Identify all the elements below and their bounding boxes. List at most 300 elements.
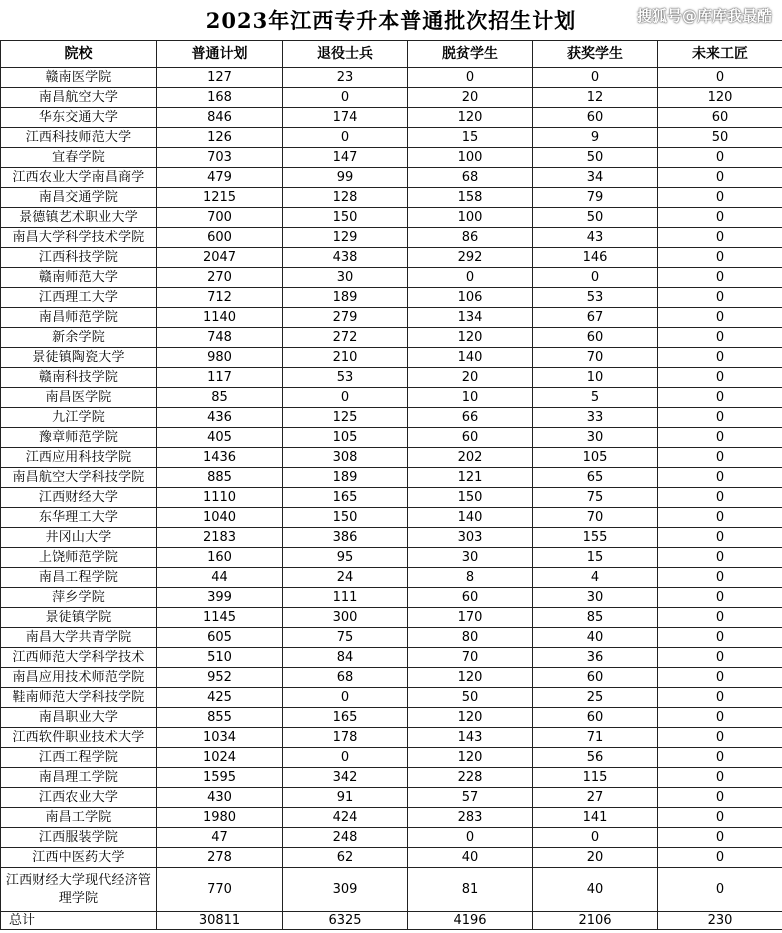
school-name-cell: 江西农业大学南昌商学 <box>1 168 157 188</box>
veterans-cell: 62 <box>283 848 408 868</box>
regular-plan-cell: 1215 <box>157 188 283 208</box>
award-students-cell: 71 <box>533 728 658 748</box>
table-row <box>1 128 782 148</box>
regular-plan-cell: 712 <box>157 288 283 308</box>
table-row <box>1 328 782 348</box>
poverty-students-cell: 60 <box>408 588 533 608</box>
total-veterans: 6325 <box>283 912 408 930</box>
regular-plan-cell: 270 <box>157 268 283 288</box>
poverty-students-cell: 8 <box>408 568 533 588</box>
header-regular-plan: 普通计划 <box>157 41 283 68</box>
veterans-cell: 68 <box>283 668 408 688</box>
poverty-students-cell: 303 <box>408 528 533 548</box>
future-craftsmen-cell: 0 <box>658 808 782 828</box>
regular-plan-cell: 399 <box>157 588 283 608</box>
award-students-cell: 146 <box>533 248 658 268</box>
veterans-cell: 23 <box>283 68 408 88</box>
veterans-cell: 210 <box>283 348 408 368</box>
award-students-cell: 67 <box>533 308 658 328</box>
veterans-cell: 128 <box>283 188 408 208</box>
future-craftsmen-cell: 0 <box>658 188 782 208</box>
veterans-cell: 165 <box>283 488 408 508</box>
future-craftsmen-cell: 0 <box>658 328 782 348</box>
table-row <box>1 148 782 168</box>
table-body <box>1 68 782 912</box>
veterans-cell: 150 <box>283 508 408 528</box>
table-row <box>1 508 782 528</box>
award-students-cell: 53 <box>533 288 658 308</box>
future-craftsmen-cell: 50 <box>658 128 782 148</box>
header-award-students: 获奖学生 <box>533 41 658 68</box>
veterans-cell: 147 <box>283 148 408 168</box>
table-row <box>1 688 782 708</box>
award-students-cell: 50 <box>533 148 658 168</box>
future-craftsmen-cell: 0 <box>658 668 782 688</box>
veterans-cell: 0 <box>283 88 408 108</box>
regular-plan-cell: 770 <box>157 868 283 912</box>
header-row <box>1 41 782 68</box>
school-name-cell: 江西师范大学科学技术 <box>1 648 157 668</box>
table-row <box>1 348 782 368</box>
poverty-students-cell: 68 <box>408 168 533 188</box>
future-craftsmen-cell: 0 <box>658 388 782 408</box>
regular-plan-cell: 1980 <box>157 808 283 828</box>
school-name-cell: 南昌交通学院 <box>1 188 157 208</box>
poverty-students-cell: 15 <box>408 128 533 148</box>
school-name-cell: 景徒镇陶瓷大学 <box>1 348 157 368</box>
award-students-cell: 60 <box>533 708 658 728</box>
award-students-cell: 0 <box>533 828 658 848</box>
future-craftsmen-cell: 0 <box>658 248 782 268</box>
poverty-students-cell: 50 <box>408 688 533 708</box>
total-poverty-students: 4196 <box>408 912 533 930</box>
poverty-students-cell: 60 <box>408 428 533 448</box>
veterans-cell: 91 <box>283 788 408 808</box>
award-students-cell: 79 <box>533 188 658 208</box>
poverty-students-cell: 57 <box>408 788 533 808</box>
regular-plan-cell: 1436 <box>157 448 283 468</box>
future-craftsmen-cell: 0 <box>658 648 782 668</box>
school-name-cell: 宜春学院 <box>1 148 157 168</box>
poverty-students-cell: 140 <box>408 348 533 368</box>
school-name-cell: 江西应用科技学院 <box>1 448 157 468</box>
award-students-cell: 20 <box>533 848 658 868</box>
poverty-students-cell: 121 <box>408 468 533 488</box>
veterans-cell: 0 <box>283 128 408 148</box>
poverty-students-cell: 170 <box>408 608 533 628</box>
future-craftsmen-cell: 0 <box>658 788 782 808</box>
total-award-students: 2106 <box>533 912 658 930</box>
poverty-students-cell: 106 <box>408 288 533 308</box>
veterans-cell: 53 <box>283 368 408 388</box>
veterans-cell: 84 <box>283 648 408 668</box>
table-row <box>1 308 782 328</box>
award-students-cell: 30 <box>533 428 658 448</box>
future-craftsmen-cell: 0 <box>658 68 782 88</box>
veterans-cell: 105 <box>283 428 408 448</box>
school-name-cell: 江西服装学院 <box>1 828 157 848</box>
school-name-cell: 南昌航空大学 <box>1 88 157 108</box>
future-craftsmen-cell: 0 <box>658 268 782 288</box>
table-row <box>1 388 782 408</box>
school-name-cell: 南昌应用技术师范学院 <box>1 668 157 688</box>
poverty-students-cell: 20 <box>408 368 533 388</box>
regular-plan-cell: 2047 <box>157 248 283 268</box>
award-students-cell: 65 <box>533 468 658 488</box>
poverty-students-cell: 66 <box>408 408 533 428</box>
table-row <box>1 568 782 588</box>
veterans-cell: 189 <box>283 468 408 488</box>
table-row <box>1 168 782 188</box>
veterans-cell: 424 <box>283 808 408 828</box>
table-row <box>1 728 782 748</box>
veterans-cell: 189 <box>283 288 408 308</box>
header-poverty-students: 脱贫学生 <box>408 41 533 68</box>
school-name-cell: 江西理工大学 <box>1 288 157 308</box>
regular-plan-cell: 430 <box>157 788 283 808</box>
regular-plan-cell: 510 <box>157 648 283 668</box>
poverty-students-cell: 120 <box>408 328 533 348</box>
table-row <box>1 248 782 268</box>
veterans-cell: 300 <box>283 608 408 628</box>
school-name-cell: 景徒镇学院 <box>1 608 157 628</box>
regular-plan-cell: 748 <box>157 328 283 348</box>
regular-plan-cell: 1145 <box>157 608 283 628</box>
regular-plan-cell: 117 <box>157 368 283 388</box>
award-students-cell: 115 <box>533 768 658 788</box>
award-students-cell: 30 <box>533 588 658 608</box>
future-craftsmen-cell: 0 <box>658 828 782 848</box>
poverty-students-cell: 158 <box>408 188 533 208</box>
poverty-students-cell: 80 <box>408 628 533 648</box>
future-craftsmen-cell: 0 <box>658 568 782 588</box>
poverty-students-cell: 140 <box>408 508 533 528</box>
award-students-cell: 36 <box>533 648 658 668</box>
future-craftsmen-cell: 0 <box>658 348 782 368</box>
regular-plan-cell: 1040 <box>157 508 283 528</box>
future-craftsmen-cell: 0 <box>658 768 782 788</box>
veterans-cell: 0 <box>283 748 408 768</box>
header-veterans: 退役士兵 <box>283 41 408 68</box>
regular-plan-cell: 127 <box>157 68 283 88</box>
poverty-students-cell: 143 <box>408 728 533 748</box>
award-students-cell: 155 <box>533 528 658 548</box>
table-row <box>1 648 782 668</box>
table-row <box>1 788 782 808</box>
school-name-cell: 江西科技学院 <box>1 248 157 268</box>
regular-plan-cell: 952 <box>157 668 283 688</box>
school-name-cell: 南昌师范学院 <box>1 308 157 328</box>
future-craftsmen-cell: 120 <box>658 88 782 108</box>
award-students-cell: 105 <box>533 448 658 468</box>
school-name-cell: 赣南科技学院 <box>1 368 157 388</box>
regular-plan-cell: 700 <box>157 208 283 228</box>
table-row <box>1 808 782 828</box>
table-row <box>1 428 782 448</box>
award-students-cell: 0 <box>533 68 658 88</box>
regular-plan-cell: 605 <box>157 628 283 648</box>
school-name-cell: 江西财经大学现代经济管理学院 <box>1 868 157 912</box>
regular-plan-cell: 278 <box>157 848 283 868</box>
award-students-cell: 60 <box>533 108 658 128</box>
school-name-cell: 东华理工大学 <box>1 508 157 528</box>
future-craftsmen-cell: 0 <box>658 288 782 308</box>
award-students-cell: 25 <box>533 688 658 708</box>
school-name-cell: 九江学院 <box>1 408 157 428</box>
poverty-students-cell: 20 <box>408 88 533 108</box>
table-row <box>1 868 782 912</box>
table-row <box>1 668 782 688</box>
award-students-cell: 0 <box>533 268 658 288</box>
future-craftsmen-cell: 0 <box>658 548 782 568</box>
school-name-cell: 鞋南师范大学科技学院 <box>1 688 157 708</box>
future-craftsmen-cell: 0 <box>658 488 782 508</box>
total-regular-plan: 30811 <box>157 912 283 930</box>
future-craftsmen-cell: 0 <box>658 708 782 728</box>
watermark: 搜狐号@库库我最酷 <box>636 7 772 25</box>
table-row <box>1 708 782 728</box>
regular-plan-cell: 479 <box>157 168 283 188</box>
total-label: 总计 <box>1 912 157 930</box>
school-name-cell: 南昌大学科学技术学院 <box>1 228 157 248</box>
poverty-students-cell: 86 <box>408 228 533 248</box>
poverty-students-cell: 120 <box>408 108 533 128</box>
award-students-cell: 60 <box>533 328 658 348</box>
school-name-cell: 江西财经大学 <box>1 488 157 508</box>
poverty-students-cell: 0 <box>408 268 533 288</box>
table-row <box>1 268 782 288</box>
regular-plan-cell: 1110 <box>157 488 283 508</box>
school-name-cell: 江西科技师范大学 <box>1 128 157 148</box>
veterans-cell: 386 <box>283 528 408 548</box>
poverty-students-cell: 228 <box>408 768 533 788</box>
total-future-craftsmen: 230 <box>658 912 782 930</box>
school-name-cell: 新余学院 <box>1 328 157 348</box>
future-craftsmen-cell: 0 <box>658 868 782 912</box>
award-students-cell: 27 <box>533 788 658 808</box>
future-craftsmen-cell: 0 <box>658 368 782 388</box>
poverty-students-cell: 120 <box>408 708 533 728</box>
future-craftsmen-cell: 0 <box>658 468 782 488</box>
header-future-craftsmen: 未来工匠 <box>658 41 782 68</box>
table-row <box>1 468 782 488</box>
award-students-cell: 43 <box>533 228 658 248</box>
poverty-students-cell: 0 <box>408 828 533 848</box>
table-row <box>1 68 782 88</box>
school-name-cell: 景德镇艺术职业大学 <box>1 208 157 228</box>
veterans-cell: 24 <box>283 568 408 588</box>
veterans-cell: 111 <box>283 588 408 608</box>
future-craftsmen-cell: 0 <box>658 588 782 608</box>
poverty-students-cell: 0 <box>408 68 533 88</box>
future-craftsmen-cell: 0 <box>658 428 782 448</box>
poverty-students-cell: 70 <box>408 648 533 668</box>
veterans-cell: 125 <box>283 408 408 428</box>
regular-plan-cell: 126 <box>157 128 283 148</box>
regular-plan-cell: 600 <box>157 228 283 248</box>
veterans-cell: 174 <box>283 108 408 128</box>
regular-plan-cell: 160 <box>157 548 283 568</box>
regular-plan-cell: 1034 <box>157 728 283 748</box>
school-name-cell: 上饶师范学院 <box>1 548 157 568</box>
veterans-cell: 150 <box>283 208 408 228</box>
veterans-cell: 129 <box>283 228 408 248</box>
school-name-cell: 江西软件职业技术大学 <box>1 728 157 748</box>
regular-plan-cell: 2183 <box>157 528 283 548</box>
school-name-cell: 江西农业大学 <box>1 788 157 808</box>
veterans-cell: 165 <box>283 708 408 728</box>
table-row <box>1 108 782 128</box>
future-craftsmen-cell: 0 <box>658 728 782 748</box>
future-craftsmen-cell: 0 <box>658 208 782 228</box>
veterans-cell: 75 <box>283 628 408 648</box>
regular-plan-cell: 885 <box>157 468 283 488</box>
school-name-cell: 江西工程学院 <box>1 748 157 768</box>
poverty-students-cell: 134 <box>408 308 533 328</box>
future-craftsmen-cell: 0 <box>658 688 782 708</box>
table-row <box>1 528 782 548</box>
school-name-cell: 赣南师范大学 <box>1 268 157 288</box>
regular-plan-cell: 425 <box>157 688 283 708</box>
future-craftsmen-cell: 0 <box>658 628 782 648</box>
award-students-cell: 34 <box>533 168 658 188</box>
award-students-cell: 60 <box>533 668 658 688</box>
award-students-cell: 33 <box>533 408 658 428</box>
award-students-cell: 12 <box>533 88 658 108</box>
poverty-students-cell: 81 <box>408 868 533 912</box>
veterans-cell: 308 <box>283 448 408 468</box>
future-craftsmen-cell: 0 <box>658 748 782 768</box>
school-name-cell: 江西中医药大学 <box>1 848 157 868</box>
award-students-cell: 5 <box>533 388 658 408</box>
regular-plan-cell: 168 <box>157 88 283 108</box>
award-students-cell: 70 <box>533 508 658 528</box>
regular-plan-cell: 436 <box>157 408 283 428</box>
school-name-cell: 南昌理工学院 <box>1 768 157 788</box>
regular-plan-cell: 855 <box>157 708 283 728</box>
table-row <box>1 288 782 308</box>
header-school: 院校 <box>1 41 157 68</box>
poverty-students-cell: 120 <box>408 668 533 688</box>
table-row <box>1 608 782 628</box>
award-students-cell: 56 <box>533 748 658 768</box>
award-students-cell: 50 <box>533 208 658 228</box>
award-students-cell: 85 <box>533 608 658 628</box>
future-craftsmen-cell: 0 <box>658 528 782 548</box>
future-craftsmen-cell: 0 <box>658 168 782 188</box>
poverty-students-cell: 292 <box>408 248 533 268</box>
award-students-cell: 40 <box>533 868 658 912</box>
award-students-cell: 70 <box>533 348 658 368</box>
award-students-cell: 15 <box>533 548 658 568</box>
regular-plan-cell: 980 <box>157 348 283 368</box>
poverty-students-cell: 40 <box>408 848 533 868</box>
table-row <box>1 408 782 428</box>
award-students-cell: 75 <box>533 488 658 508</box>
poverty-students-cell: 100 <box>408 208 533 228</box>
award-students-cell: 10 <box>533 368 658 388</box>
school-name-cell: 豫章师范学院 <box>1 428 157 448</box>
veterans-cell: 178 <box>283 728 408 748</box>
school-name-cell: 萍乡学院 <box>1 588 157 608</box>
regular-plan-cell: 1024 <box>157 748 283 768</box>
award-students-cell: 141 <box>533 808 658 828</box>
enrollment-table <box>0 40 782 930</box>
award-students-cell: 9 <box>533 128 658 148</box>
table-row <box>1 488 782 508</box>
table-row <box>1 848 782 868</box>
school-name-cell: 南昌职业大学 <box>1 708 157 728</box>
future-craftsmen-cell: 0 <box>658 448 782 468</box>
regular-plan-cell: 85 <box>157 388 283 408</box>
school-name-cell: 南昌航空大学科技学院 <box>1 468 157 488</box>
table-row <box>1 588 782 608</box>
table-row <box>1 828 782 848</box>
regular-plan-cell: 44 <box>157 568 283 588</box>
veterans-cell: 279 <box>283 308 408 328</box>
sheet-title: 2023年江西专升本普通批次招生计划 <box>205 8 577 33</box>
future-craftsmen-cell: 60 <box>658 108 782 128</box>
poverty-students-cell: 150 <box>408 488 533 508</box>
future-craftsmen-cell: 0 <box>658 228 782 248</box>
total-row <box>1 912 782 930</box>
table-row <box>1 368 782 388</box>
school-name-cell: 华东交通大学 <box>1 108 157 128</box>
school-name-cell: 南昌工学院 <box>1 808 157 828</box>
school-name-cell: 井冈山大学 <box>1 528 157 548</box>
poverty-students-cell: 100 <box>408 148 533 168</box>
future-craftsmen-cell: 0 <box>658 848 782 868</box>
veterans-cell: 272 <box>283 328 408 348</box>
future-craftsmen-cell: 0 <box>658 408 782 428</box>
school-name-cell: 南昌大学共青学院 <box>1 628 157 648</box>
veterans-cell: 0 <box>283 388 408 408</box>
table-row <box>1 88 782 108</box>
veterans-cell: 342 <box>283 768 408 788</box>
future-craftsmen-cell: 0 <box>658 608 782 628</box>
table-row <box>1 548 782 568</box>
regular-plan-cell: 1595 <box>157 768 283 788</box>
school-name-cell: 南昌工程学院 <box>1 568 157 588</box>
regular-plan-cell: 846 <box>157 108 283 128</box>
veterans-cell: 30 <box>283 268 408 288</box>
regular-plan-cell: 703 <box>157 148 283 168</box>
school-name-cell: 南昌医学院 <box>1 388 157 408</box>
future-craftsmen-cell: 0 <box>658 508 782 528</box>
table-row <box>1 208 782 228</box>
table-row <box>1 228 782 248</box>
veterans-cell: 99 <box>283 168 408 188</box>
veterans-cell: 309 <box>283 868 408 912</box>
poverty-students-cell: 10 <box>408 388 533 408</box>
veterans-cell: 248 <box>283 828 408 848</box>
award-students-cell: 4 <box>533 568 658 588</box>
veterans-cell: 95 <box>283 548 408 568</box>
table-row <box>1 768 782 788</box>
table-row <box>1 188 782 208</box>
veterans-cell: 0 <box>283 688 408 708</box>
future-craftsmen-cell: 0 <box>658 148 782 168</box>
poverty-students-cell: 283 <box>408 808 533 828</box>
school-name-cell: 赣南医学院 <box>1 68 157 88</box>
table-row <box>1 628 782 648</box>
regular-plan-cell: 1140 <box>157 308 283 328</box>
veterans-cell: 438 <box>283 248 408 268</box>
table-row <box>1 748 782 768</box>
regular-plan-cell: 47 <box>157 828 283 848</box>
regular-plan-cell: 405 <box>157 428 283 448</box>
future-craftsmen-cell: 0 <box>658 308 782 328</box>
